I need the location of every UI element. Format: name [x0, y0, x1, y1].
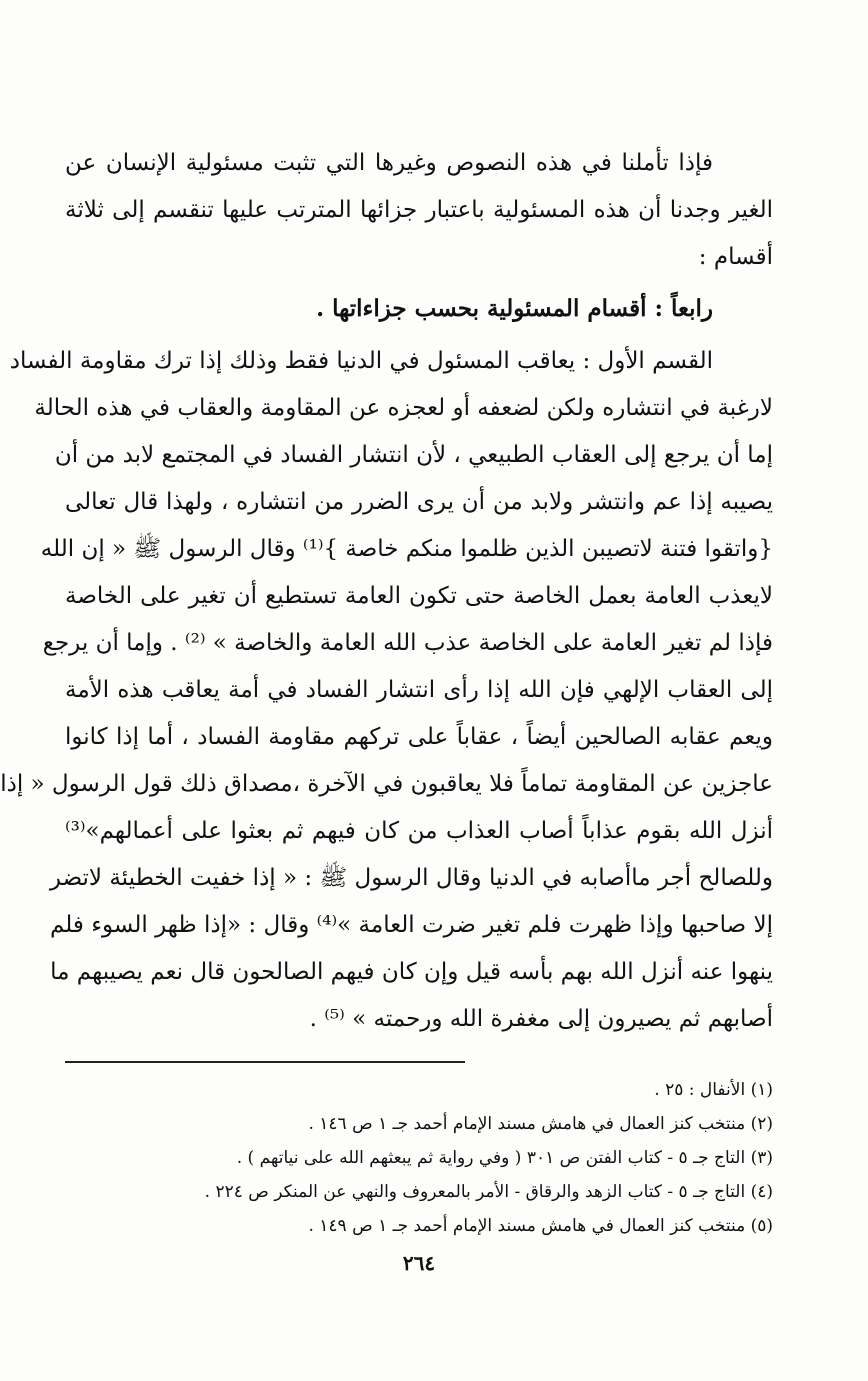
text-line: يصيبه إذا عم وانتشر ولابد من أن يرى الضرر من انتشاره ، ولهذا قال تعالى: [65, 489, 773, 515]
text-line: لايعذب العامة بعمل الخاصة حتى تكون العامة تستطيع أن تغير على الخاصة: [65, 583, 773, 609]
page-number: ٢٦٤: [402, 1251, 436, 1275]
text-line: الغير وجدنا أن هذه المسئولية باعتبار جزائها المترتب عليها تنقسم إلى ثلاثة: [65, 197, 773, 223]
text-line: إلى العقاب الإلهي فإن الله إذا رأى انتشار الفساد في أمة يعاقب هذه الأمة: [65, 677, 773, 703]
footnote-divider-wrap: [65, 1043, 773, 1073]
footnote: (٥) منتخب كنز العمال في هامش مسند الإمام أحمد جـ ١ ص ١٤٩ .: [308, 1216, 773, 1236]
footnote-divider: [65, 1061, 465, 1063]
text-line: {واتقوا فتنة لاتصيبن الذين ظلموا منكم خاصة }⁽¹⁾ وقال الرسول ﷺ « إن الله: [40, 536, 773, 562]
text-line: القسم الأول : يعاقب المسئول في الدنيا فقط وذلك إذا ترك مقاومة الفساد: [9, 348, 713, 374]
text-line: أقسام :: [698, 244, 773, 270]
text-line: فإذا تأملنا في هذه النصوص وغيرها التي تثبت مسئولية الإنسان عن: [65, 150, 713, 176]
text-line: إلا صاحبها وإذا ظهرت فلم تغير ضرت العامة »⁽⁴⁾ وقال : «إذا ظهر السوء فلم: [49, 912, 773, 938]
footnote: (٤) التاج جـ ٥ - كتاب الزهد والرقاق - الأمر بالمعروف والنهي عن المنكر ص ٢٢٤ .: [204, 1182, 773, 1202]
footnote: (٢) منتخب كنز العمال في هامش مسند الإمام أحمد جـ ١ ص ١٤٦ .: [308, 1114, 773, 1134]
text-line: عاجزين عن المقاومة تماماً فلا يعاقبون في الآخرة ،مصداق ذلك قول الرسول « إذا: [0, 771, 773, 797]
footnotes: [65, 1073, 773, 1243]
section-heading: رابعاً : أقسام المسئولية بحسب جزاءاتها .: [316, 295, 713, 322]
text-line: ويعم عقابه الصالحين أيضاً ، عقاباً على تركهم مقاومة الفساد ، أما إذا كانوا: [65, 724, 773, 750]
text-line: لارغبة في انتشاره ولكن لضعفه أو لعجزه عن المقاومة والعقاب في هذه الحالة: [34, 395, 773, 421]
text-line: فإذا لم تغير العامة على الخاصة عذب الله العامة والخاصة » ⁽²⁾ . وإما أن يرجع: [42, 630, 773, 656]
main-paragraph: [0, 338, 773, 1043]
text-line: ينهوا عنه أنزل الله بهم بأسه قيل وإن كان فيهم الصالحون قال نعم يصيبهم ما: [50, 959, 773, 985]
text-line: وللصالح أجر ماأصابه في الدنيا وقال الرسول ﷺ : « إذا خفيت الخطيئة لاتضر: [49, 865, 773, 891]
text-line: إما أن يرجع إلى العقاب الطبيعي ، لأن انتشار الفساد في المجتمع لابد من أن: [54, 442, 773, 468]
text-line: أصابهم ثم يصيرون إلى مغفرة الله ورحمته » ⁽⁵⁾ .: [309, 1006, 773, 1032]
text-line: أنزل الله بقوم عذاباً أصاب العذاب من كان فيهم ثم بعثوا على أعمالهم»⁽³⁾: [65, 818, 773, 844]
footnote: (١) الأنفال : ٢٥ .: [654, 1080, 773, 1100]
footnote: (٣) التاج جـ ٥ - كتاب الفتن ص ٣٠١ ( وفي رواية ثم يبعثهم الله على نياتهم ) .: [236, 1148, 773, 1168]
intro-paragraph: [65, 140, 773, 281]
